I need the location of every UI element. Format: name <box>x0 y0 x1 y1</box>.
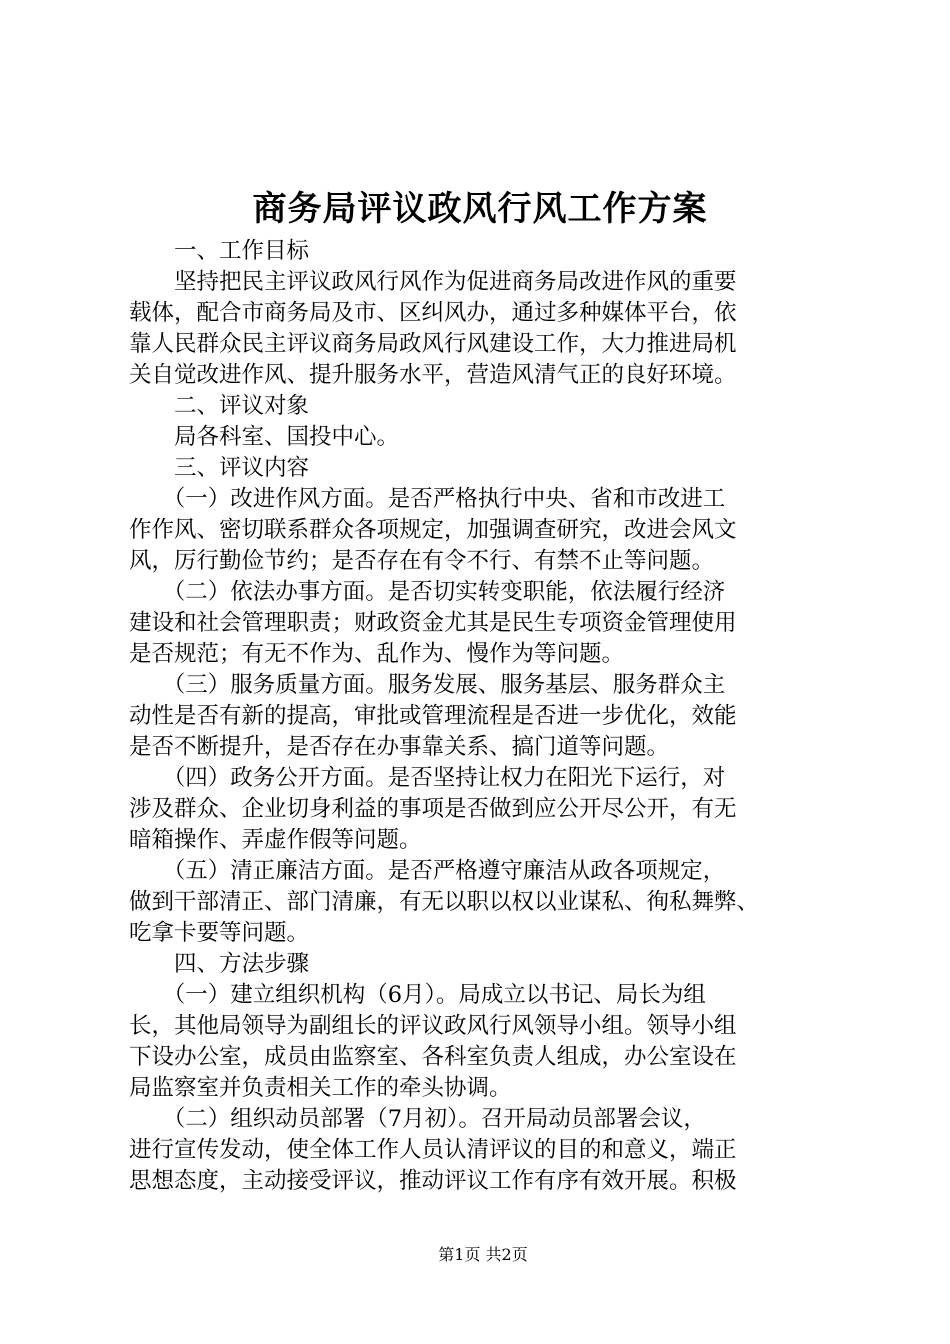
text-line: 三、评议内容 <box>129 455 310 481</box>
text-line: 一、工作目标 <box>129 238 310 264</box>
page-footer: 第1页 共2页 <box>438 1245 528 1264</box>
document-body <box>129 236 834 1197</box>
text-line: 坚持把民主评议政风行风作为促进商务局改进作风的重要 <box>129 269 737 295</box>
text-line: 进行宣传发动，使全体工作人员认清评议的目的和意义，端正 <box>129 1137 737 1163</box>
text-line: （二）组织动员部署（7月初）。召开局动员部署会议， <box>129 1106 706 1132</box>
text-line: （一）建立组织机构（6月）。局成立以书记、局长为组 <box>129 982 706 1008</box>
text-line: 暗箱操作、弄虚作假等问题。 <box>129 827 422 853</box>
text-line: 动性是否有新的提高，审批或管理流程是否进一步优化，效能 <box>129 703 737 729</box>
text-line: 关自觉改进作风、提升服务水平，营造风清气正的良好环境。 <box>129 362 737 388</box>
text-line: 局各科室、国投中心。 <box>129 424 400 450</box>
text-line: （二）依法办事方面。是否切实转变职能，依法履行经济 <box>129 579 726 605</box>
text-line: 靠人民群众民主评议商务局政风行风建设工作，大力推进局机 <box>129 331 737 357</box>
text-line: （一）改进作风方面。是否严格执行中央、省和市改进工 <box>129 486 726 512</box>
text-line: 建设和社会管理职责；财政资金尤其是民生专项资金管理使用 <box>129 610 737 636</box>
text-line: 吃拿卡要等问题。 <box>129 920 310 946</box>
document-title: 商务局评议政风行风工作方案 <box>252 189 708 229</box>
text-line: （五）清正廉洁方面。是否严格遵守廉洁从政各项规定， <box>129 858 726 884</box>
text-line: 是否不断提升，是否存在办事靠关系、搞门道等问题。 <box>129 734 670 760</box>
text-line: 载体，配合市商务局及市、区纠风办，通过多种媒体平台，依 <box>129 300 737 326</box>
text-line: （三）服务质量方面。服务发展、服务基层、服务群众主 <box>129 672 726 698</box>
text-line: 四、方法步骤 <box>129 951 310 977</box>
text-line: 做到干部清正、部门清廉，有无以职以权以业谋私、徇私舞弊、 <box>129 889 760 915</box>
text-line: 局监察室并负责相关工作的牵头协调。 <box>129 1075 512 1101</box>
text-line: 风，厉行勤俭节约；是否存在有令不行、有禁不止等问题。 <box>129 548 715 574</box>
text-line: 思想态度，主动接受评议，推动评议工作有序有效开展。积极 <box>129 1168 737 1194</box>
text-line: 作作风、密切联系群众各项规定，加强调查研究，改进会风文 <box>129 517 737 543</box>
text-line: （四）政务公开方面。是否坚持让权力在阳光下运行，对 <box>129 765 726 791</box>
text-line: 长，其他局领导为副组长的评议政风行风领导小组。领导小组 <box>129 1013 737 1039</box>
text-line: 涉及群众、企业切身利益的事项是否做到应公开尽公开，有无 <box>129 796 737 822</box>
text-line: 是否规范；有无不作为、乱作为、慢作为等问题。 <box>129 641 625 667</box>
text-line: 二、评议对象 <box>129 393 310 419</box>
text-line: 下设办公室，成员由监察室、各科室负责人组成，办公室设在 <box>129 1044 737 1070</box>
